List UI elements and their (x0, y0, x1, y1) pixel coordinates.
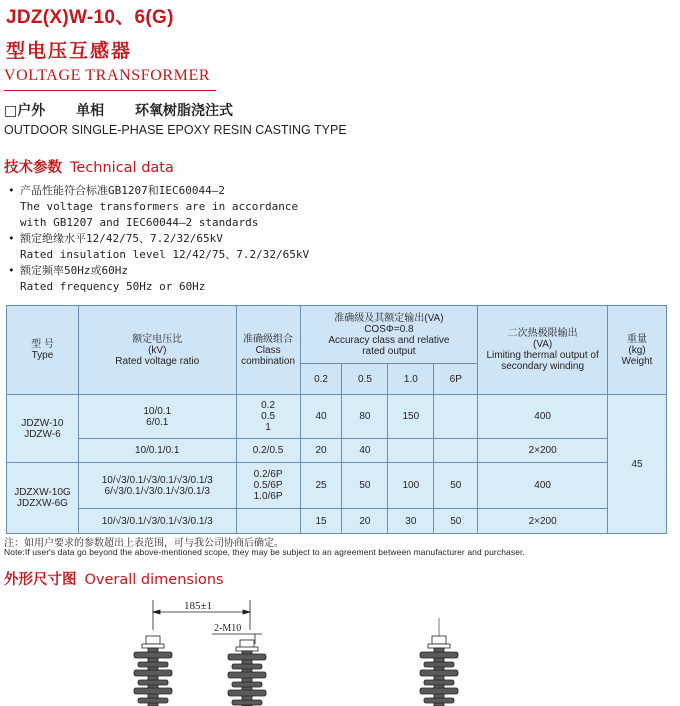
header-acc-col: 0.5 (342, 364, 388, 395)
header-thermal: 二次热极限输出 (VA) Limiting thermal output of secondary winding (478, 306, 608, 395)
header-weight: 重量 (kg) Weight (608, 306, 667, 395)
header-type: 型 号 Type (7, 306, 79, 395)
spec-table (6, 305, 667, 534)
dimensions-heading-cn: 外形尺寸图 (4, 572, 77, 588)
title-underline (4, 90, 216, 91)
subtitle-en: OUTDOOR SINGLE-PHASE EPOXY RESIN CASTING TYPE (4, 123, 347, 137)
value-cell: 50 (434, 509, 478, 534)
thermal-cell: 2×200 (478, 509, 608, 534)
value-cell: 50 (342, 463, 388, 509)
value-cell: 20 (300, 439, 342, 463)
value-cell: 100 (388, 463, 434, 509)
technical-bullets (8, 183, 309, 295)
technical-heading (4, 156, 174, 177)
thermal-cell: 2×200 (478, 439, 608, 463)
arrow-icon (243, 610, 250, 614)
list-item: • 额定频率50Hz或60Hz (8, 264, 128, 277)
class-cell: 0.2 0.5 1 (236, 395, 300, 439)
class-cell (236, 509, 300, 534)
type-cell: JDZXW-10G JDZXW-6G (7, 463, 79, 534)
model-number: JDZ(X)W-10、6(G) (6, 7, 174, 28)
class-cell: 0.2/0.5 (236, 439, 300, 463)
list-item-en: The voltage transformers are in accordance (20, 200, 299, 213)
insulator-left (134, 636, 172, 706)
list-item-en: Rated insulation level 12/42/75、7.2/32/65kV (20, 248, 310, 261)
table-row (7, 395, 667, 439)
note-cn: 注：如用户要求的参数超出上表范围，可与我公司协商后确定。 (4, 538, 284, 549)
subtitle-cn-part: 环氧树脂浇注式 (134, 103, 233, 119)
list-item-en: with GB1207 and IEC60044—2 standards (20, 216, 259, 229)
subtitle-cn (4, 100, 259, 120)
arrow-icon (153, 610, 160, 614)
thermal-cell: 400 (478, 395, 608, 439)
value-cell (388, 439, 434, 463)
width-label: 185±1 (184, 600, 213, 612)
table-row (7, 509, 667, 534)
header-acc-col: 1.0 (388, 364, 434, 395)
table-row (7, 439, 667, 463)
value-cell: 15 (300, 509, 342, 534)
header-acc-col: 0.2 (300, 364, 342, 395)
technical-heading-cn: 技术参数 (4, 160, 62, 176)
insulator-right (228, 640, 266, 706)
header-acc-col: 6P (434, 364, 478, 395)
list-item: • 额定绝缘水平12/42/75、7.2/32/65kV (8, 232, 223, 245)
subtitle-cn-part: □户外 (4, 103, 46, 119)
header-ratio: 额定电压比 (kV) Rated voltage ratio (78, 306, 236, 395)
list-item: • 产品性能符合标准GB1207和IEC60044—2 (8, 184, 225, 197)
page-title-cn: 型电压互感器 (6, 40, 133, 62)
header-class: 准确级组合 Class combination (236, 306, 300, 395)
dimensions-heading (4, 568, 224, 589)
technical-heading-en: Technical data (70, 160, 174, 176)
value-cell: 25 (300, 463, 342, 509)
value-cell: 80 (342, 395, 388, 439)
ratio-cell: 10/√3/0.1/√3/0.1/√3/0.1/3 (78, 509, 236, 534)
type-cell: JDZW-10 JDZW-6 (7, 395, 79, 463)
header-accuracy: 准确级及其额定输出(VA) COSΦ=0.8 Accuracy class and relative rated output (300, 306, 478, 364)
ratio-cell: 10/√3/0.1/√3/0.1/√3/0.1/3 6/√3/0.1/√3/0.1/√3/0.1/3 (78, 463, 236, 509)
ratio-cell: 10/0.1 6/0.1 (78, 395, 236, 439)
list-item-en: Rated frequency 50Hz or 60Hz (20, 280, 206, 293)
table-row (7, 463, 667, 509)
ratio-cell: 10/0.1/0.1 (78, 439, 236, 463)
value-cell (434, 395, 478, 439)
value-cell: 30 (388, 509, 434, 534)
value-cell (434, 439, 478, 463)
subtitle-cn-part: 单相 (76, 103, 105, 119)
thermal-cell: 400 (478, 463, 608, 509)
dimensions-heading-en: Overall dimensions (84, 572, 224, 588)
value-cell: 40 (342, 439, 388, 463)
value-cell: 150 (388, 395, 434, 439)
class-cell: 0.2/6P 0.5/6P 1.0/6P (236, 463, 300, 509)
note-en: Note:If user's data go beyond the above-mentioned scope, they may be subject to an agreement between manufacturer and purchaser. (4, 547, 525, 557)
value-cell: 50 (434, 463, 478, 509)
page-title-en: VOLTAGE TRANSFORMER (4, 67, 211, 84)
bolt-label: 2-M10 (214, 623, 242, 634)
value-cell: 20 (342, 509, 388, 534)
weight-cell: 45 (608, 395, 667, 534)
insulator-side (420, 636, 458, 706)
value-cell: 40 (300, 395, 342, 439)
dimension-drawing (0, 590, 680, 706)
